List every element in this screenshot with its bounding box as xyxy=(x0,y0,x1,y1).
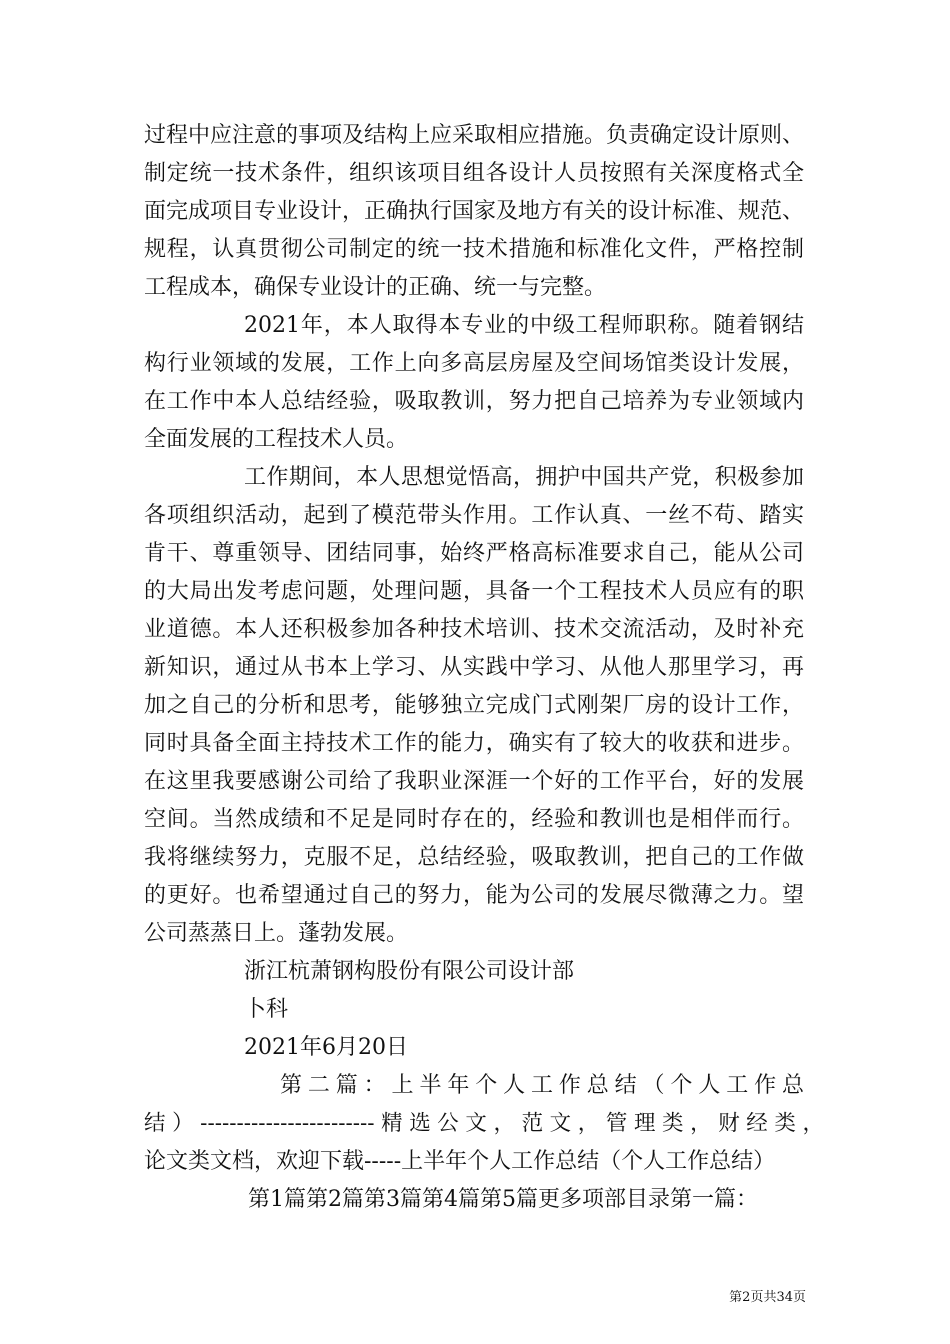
signature-name: 卜科 xyxy=(244,997,289,1022)
text-line: 公司蒸蒸日上。蓬勃发展。 xyxy=(144,921,409,946)
text-line: 论文类文档，欢迎下载-----上半年个人工作总结（个人工作总结） xyxy=(144,1149,776,1174)
text-line: 的更好。也希望通过自己的努力，能为公司的发展尽微薄之力。望 xyxy=(144,883,804,908)
signature-date: 2021年6月20日 xyxy=(244,1035,408,1060)
page-number: 第2页共34页 xyxy=(729,1290,806,1305)
text-line: 业道德。本人还积极参加各种技术培训、技术交流活动，及时补充 xyxy=(144,617,804,642)
text-line: 的大局出发考虑问题，处理问题，具备一个工程技术人员应有的职 xyxy=(144,579,804,604)
text-line: 肯干、尊重领导、团结同事，始终严格高标准要求自己，能从公司 xyxy=(144,541,804,566)
signature-company: 浙江杭萧钢构股份有限公司设计部 xyxy=(244,959,575,984)
text-line: 新知识，通过从书本上学习、从实践中学习、从他人那里学习，再 xyxy=(144,655,804,680)
paragraph-start-line: 2021年，本人取得本专业的中级工程师职称。随着钢结 xyxy=(244,313,804,338)
text-line: 构行业领域的发展，工作上向多高层房屋及空间场馆类设计发展， xyxy=(144,351,804,376)
text-line: 制定统一技术条件，组织该项目组各设计人员按照有关深度格式全 xyxy=(144,161,804,186)
text-line: 面完成项目专业设计，正确执行国家及地方有关的设计标准、规范、 xyxy=(144,199,805,224)
text-line: 同时具备全面主持技术工作的能力，确实有了较大的收获和进步。 xyxy=(144,731,804,756)
text-line: 规程，认真贯彻公司制定的统一技术措施和标准化文件，严格控制 xyxy=(144,237,804,262)
text-line: 加之自己的分析和思考，能够独立完成门式刚架厂房的设计工作， xyxy=(144,693,804,718)
paragraph-start-line: 工作期间，本人思想觉悟高，拥护中国共产党，积极参加 xyxy=(244,465,804,490)
text-line: 工程成本，确保专业设计的正确、统一与完整。 xyxy=(144,275,607,300)
text-line: 结）------------------------精选公文，范文，管理类，财经类， xyxy=(144,1111,824,1136)
text-line: 过程中应注意的事项及结构上应采取相应措施。负责确定设计原则、 xyxy=(144,123,805,148)
text-line: 全面发展的工程技术人员。 xyxy=(144,427,409,452)
text-line: 第1篇第2篇第3篇第4篇第5篇更多项部目录第一篇： xyxy=(248,1187,758,1212)
text-line: 我将继续努力，克服不足，总结经验，吸取教训，把自己的工作做 xyxy=(144,845,804,870)
text-line: 在这里我要感谢公司给了我职业深涯一个好的工作平台，好的发展 xyxy=(144,769,804,794)
text-line: 各项组织活动，起到了模范带头作用。工作认真、一丝不苟、踏实 xyxy=(144,503,804,528)
text-line: 在工作中本人总结经验，吸取教训，努力把自己培养为专业领域内 xyxy=(144,389,804,414)
section-heading-line: 第二篇：上半年个人工作总结（个人工作总 xyxy=(280,1073,804,1098)
text-line: 空间。当然成绩和不足是同时存在的，经验和教训也是相伴而行。 xyxy=(144,807,804,832)
